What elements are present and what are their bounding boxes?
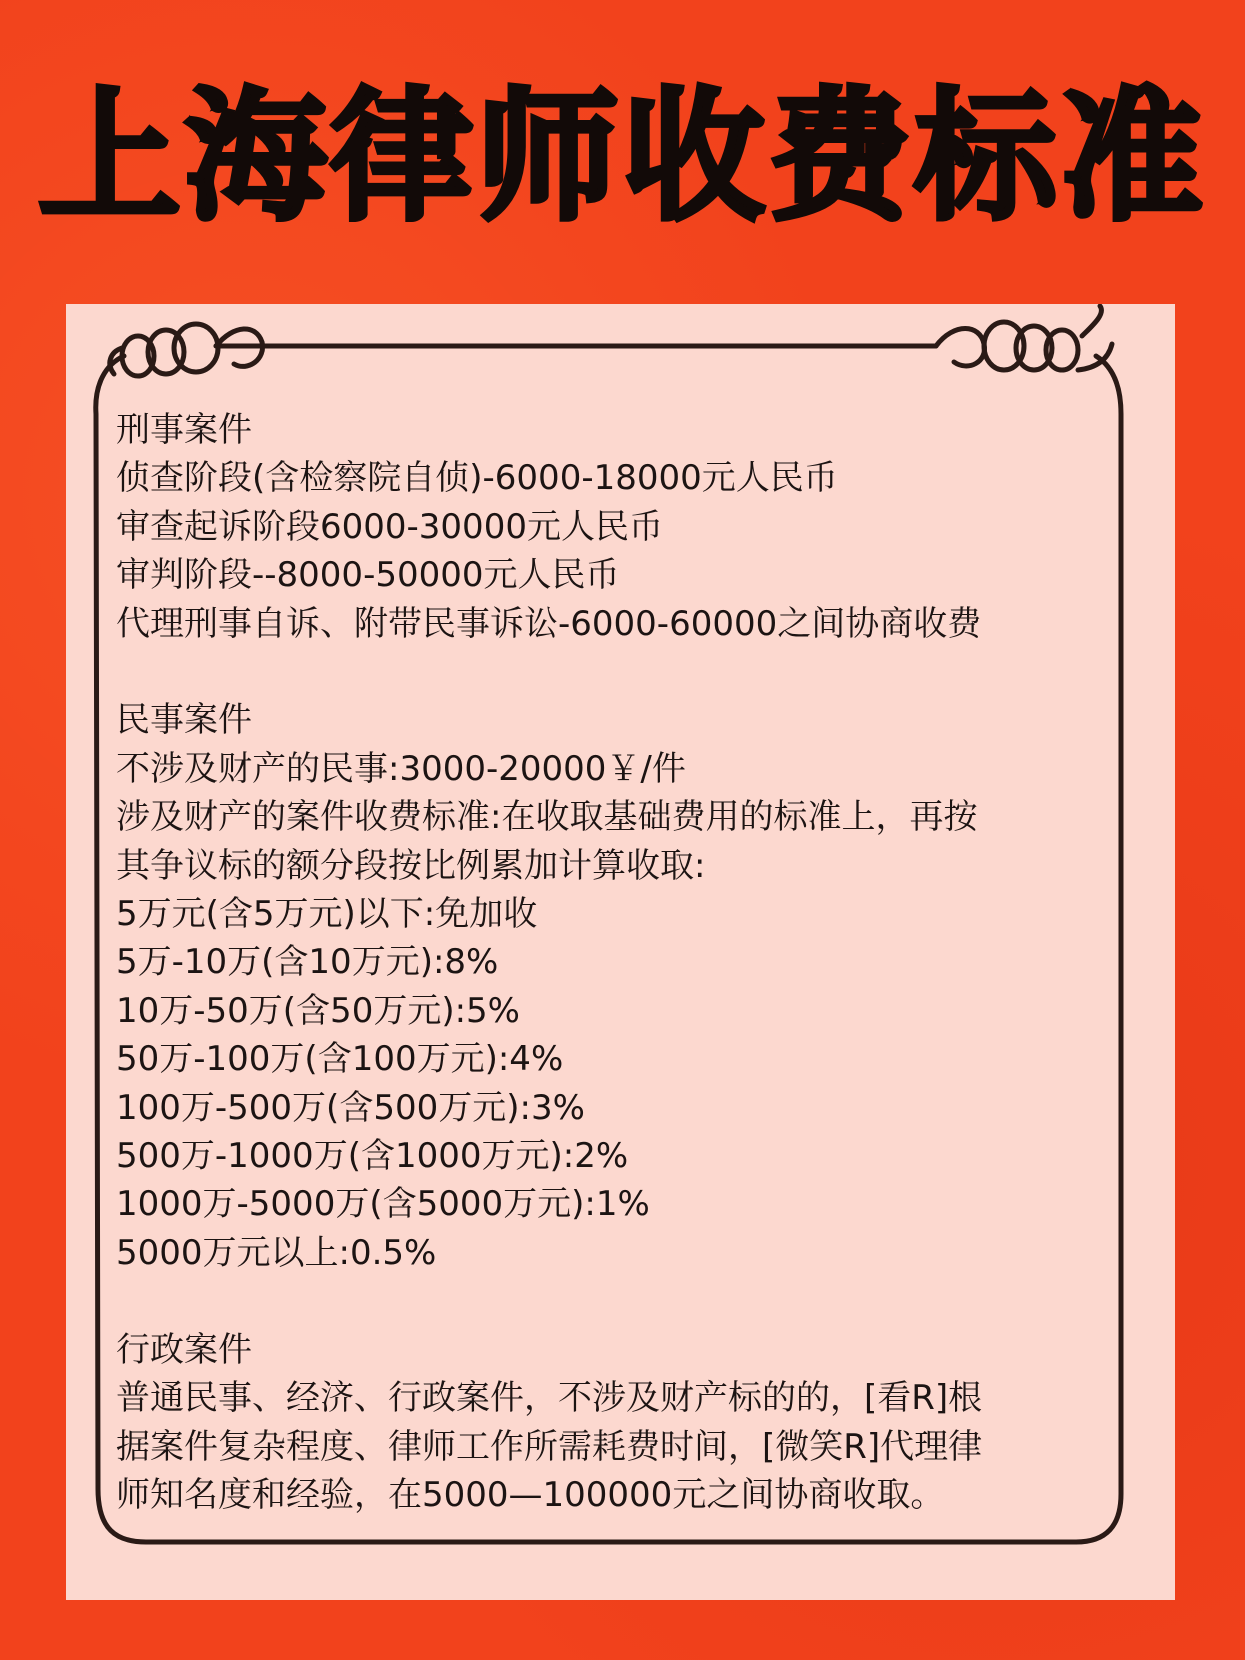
section-heading-administrative: 行政案件 bbox=[116, 1329, 252, 1370]
civil-line: 5000万元以上:0.5% bbox=[116, 1232, 437, 1273]
civil-line: 其争议标的额分段按比例累加计算收取: bbox=[116, 845, 706, 886]
administrative-line: 师知名度和经验，在5000—100000元之间协商收取。 bbox=[116, 1474, 945, 1515]
civil-line: 500万-1000万(含1000万元):2% bbox=[116, 1136, 629, 1177]
criminal-line: 审查起诉阶段6000-30000元人民币 bbox=[116, 506, 663, 547]
administrative-line: 普通民事、经济、行政案件，不涉及财产标的的，[看R]根 bbox=[116, 1378, 983, 1419]
civil-line: 50万-100万(含100万元):4% bbox=[116, 1039, 564, 1080]
civil-line: 不涉及财产的民事:3000-20000￥/件 bbox=[116, 748, 686, 789]
civil-line: 1000万-5000万(含5000万元):1% bbox=[116, 1184, 650, 1225]
civil-line: 10万-50万(含50万元):5% bbox=[116, 990, 520, 1031]
criminal-line: 侦查阶段(含检察院自侦)-6000-18000元人民币 bbox=[116, 458, 838, 499]
criminal-line: 代理刑事自诉、附带民事诉讼-6000-60000之间协商收费 bbox=[116, 603, 982, 644]
fee-content bbox=[116, 406, 1146, 1519]
section-heading-civil: 民事案件 bbox=[116, 700, 252, 741]
civil-line: 100万-500万(含500万元):3% bbox=[116, 1087, 585, 1128]
civil-line: 5万-10万(含10万元):8% bbox=[116, 942, 499, 983]
civil-line: 涉及财产的案件收费标准:在收取基础费用的标准上，再按 bbox=[116, 797, 978, 838]
civil-line: 5万元(含5万元)以下:免加收 bbox=[116, 894, 538, 935]
criminal-line: 审判阶段--8000-50000元人民币 bbox=[116, 555, 620, 596]
administrative-line: 据案件复杂程度、律师工作所需耗费时间，[微笑R]代理律 bbox=[116, 1426, 983, 1467]
page-title: 上海律师收费标准 bbox=[38, 75, 1207, 240]
section-heading-criminal: 刑事案件 bbox=[116, 410, 252, 450]
